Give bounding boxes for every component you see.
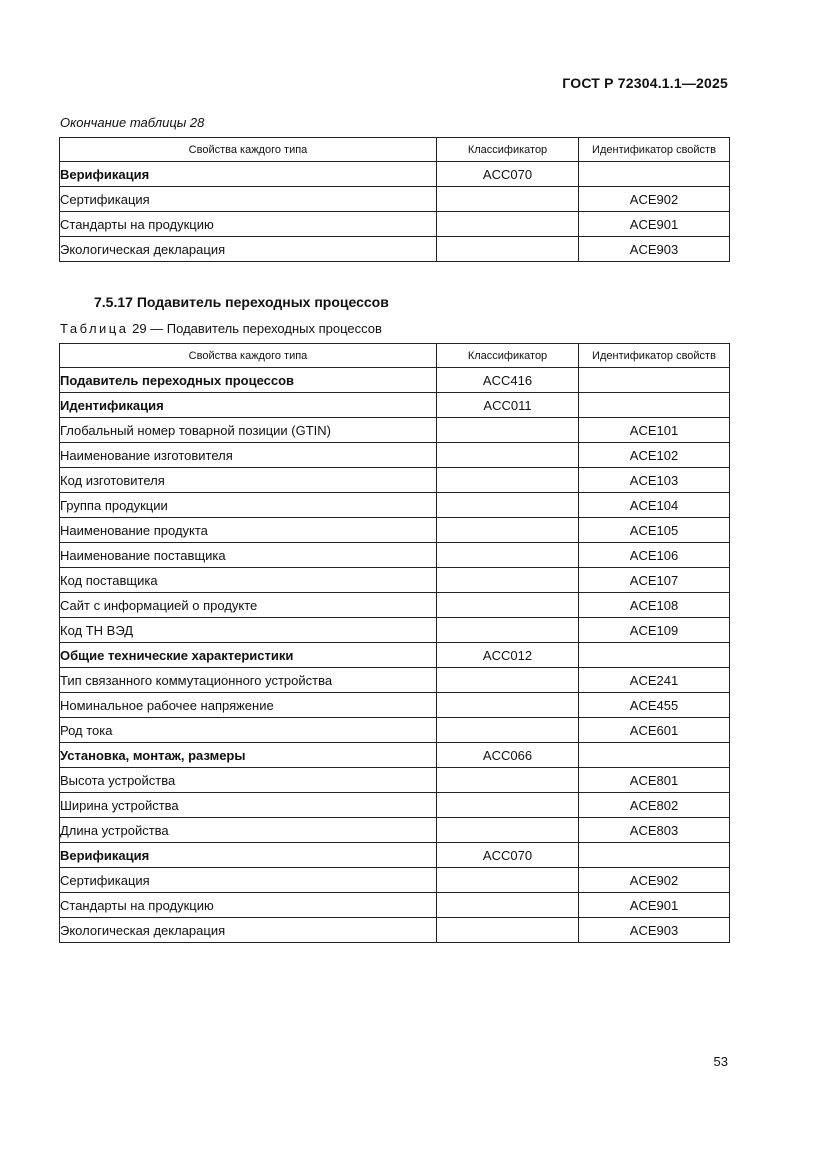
classifier-cell: [437, 543, 579, 568]
identifier-cell: ACE902: [579, 187, 730, 212]
identifier-cell: ACE103: [579, 468, 730, 493]
property-name-cell: Ширина устройства: [60, 793, 437, 818]
classifier-cell: [437, 618, 579, 643]
identifier-cell: ACE107: [579, 568, 730, 593]
identifier-cell: ACE109: [579, 618, 730, 643]
table-row: [60, 743, 730, 768]
column-header-classifier: Классификатор: [437, 138, 579, 162]
property-name-cell: Номинальное рабочее напряжение: [60, 693, 437, 718]
identifier-cell: ACE903: [579, 918, 730, 943]
classifier-cell: [437, 693, 579, 718]
identifier-cell: ACE455: [579, 693, 730, 718]
identifier-cell: ACE108: [579, 593, 730, 618]
table-row: [60, 237, 730, 262]
table-row: [60, 468, 730, 493]
table-29-caption-text: 29 — Подавитель переходных процессов: [128, 321, 382, 336]
property-name-cell: Экологическая декларация: [60, 237, 437, 262]
table-row: [60, 768, 730, 793]
property-name-cell: Верификация: [60, 843, 437, 868]
property-name-cell: Род тока: [60, 718, 437, 743]
identifier-cell: ACE801: [579, 768, 730, 793]
identifier-cell: ACE802: [579, 793, 730, 818]
classifier-cell: [437, 893, 579, 918]
section-heading: 7.5.17 Подавитель переходных процессов: [94, 294, 389, 310]
identifier-cell: [579, 643, 730, 668]
table-row: [60, 843, 730, 868]
classifier-cell: [437, 443, 579, 468]
identifier-cell: ACE902: [579, 868, 730, 893]
column-header-classifier: Классификатор: [437, 344, 579, 368]
identifier-cell: [579, 368, 730, 393]
classifier-cell: ACC416: [437, 368, 579, 393]
classifier-cell: [437, 418, 579, 443]
table-row: [60, 493, 730, 518]
property-name-cell: Стандарты на продукцию: [60, 212, 437, 237]
classifier-cell: [437, 918, 579, 943]
table-row: [60, 443, 730, 468]
identifier-cell: [579, 743, 730, 768]
classifier-cell: [437, 187, 579, 212]
property-name-cell: Подавитель переходных процессов: [60, 368, 437, 393]
classifier-cell: [437, 493, 579, 518]
column-header-properties: Свойства каждого типа: [60, 344, 437, 368]
property-name-cell: Экологическая декларация: [60, 918, 437, 943]
table-row: [60, 418, 730, 443]
classifier-cell: [437, 793, 579, 818]
table-row: [60, 568, 730, 593]
identifier-cell: ACE241: [579, 668, 730, 693]
property-name-cell: Установка, монтаж, размеры: [60, 743, 437, 768]
table-row: [60, 668, 730, 693]
document-code: ГОСТ Р 72304.1.1—2025: [562, 75, 728, 91]
classifier-cell: [437, 718, 579, 743]
table-row: [60, 618, 730, 643]
identifier-cell: ACE104: [579, 493, 730, 518]
property-name-cell: Верификация: [60, 162, 437, 187]
table-row: [60, 162, 730, 187]
column-header-properties: Свойства каждого типа: [60, 138, 437, 162]
table-29: [59, 343, 730, 943]
property-name-cell: Наименование продукта: [60, 518, 437, 543]
classifier-cell: [437, 768, 579, 793]
table-row: [60, 693, 730, 718]
table-row: [60, 918, 730, 943]
table-row: [60, 868, 730, 893]
identifier-cell: ACE901: [579, 893, 730, 918]
classifier-cell: [437, 668, 579, 693]
identifier-cell: ACE102: [579, 443, 730, 468]
property-name-cell: Стандарты на продукцию: [60, 893, 437, 918]
property-name-cell: Сайт с информацией о продукте: [60, 593, 437, 618]
property-name-cell: Группа продукции: [60, 493, 437, 518]
classifier-cell: [437, 518, 579, 543]
identifier-cell: [579, 843, 730, 868]
classifier-cell: ACC070: [437, 162, 579, 187]
property-name-cell: Наименование изготовителя: [60, 443, 437, 468]
identifier-cell: ACE105: [579, 518, 730, 543]
property-name-cell: Тип связанного коммутационного устройства: [60, 668, 437, 693]
identifier-cell: [579, 162, 730, 187]
table-row: [60, 643, 730, 668]
property-name-cell: Сертификация: [60, 868, 437, 893]
table-row: [60, 818, 730, 843]
identifier-cell: ACE901: [579, 212, 730, 237]
classifier-cell: ACC066: [437, 743, 579, 768]
property-name-cell: Длина устройства: [60, 818, 437, 843]
identifier-cell: ACE101: [579, 418, 730, 443]
classifier-cell: ACC070: [437, 843, 579, 868]
classifier-cell: [437, 868, 579, 893]
table-header-row: [60, 138, 730, 162]
property-name-cell: Общие технические характеристики: [60, 643, 437, 668]
property-name-cell: Идентификация: [60, 393, 437, 418]
classifier-cell: ACC012: [437, 643, 579, 668]
table-row: [60, 543, 730, 568]
classifier-cell: ACC011: [437, 393, 579, 418]
table-28: [59, 137, 730, 262]
property-name-cell: Наименование поставщика: [60, 543, 437, 568]
identifier-cell: [579, 393, 730, 418]
table-row: [60, 893, 730, 918]
column-header-identifier: Идентификатор свойств: [579, 138, 730, 162]
table-29-caption: [60, 321, 382, 336]
table-row: [60, 518, 730, 543]
page-number: 53: [713, 1054, 728, 1069]
identifier-cell: ACE903: [579, 237, 730, 262]
property-name-cell: Высота устройства: [60, 768, 437, 793]
property-name-cell: Код ТН ВЭД: [60, 618, 437, 643]
classifier-cell: [437, 818, 579, 843]
table-row: [60, 718, 730, 743]
classifier-cell: [437, 237, 579, 262]
column-header-identifier: Идентификатор свойств: [579, 344, 730, 368]
table-row: [60, 593, 730, 618]
property-name-cell: Код изготовителя: [60, 468, 437, 493]
identifier-cell: ACE803: [579, 818, 730, 843]
property-name-cell: Код поставщика: [60, 568, 437, 593]
identifier-cell: ACE601: [579, 718, 730, 743]
table-28-continuation-caption: Окончание таблицы 28: [60, 115, 205, 130]
table-header-row: [60, 344, 730, 368]
classifier-cell: [437, 593, 579, 618]
classifier-cell: [437, 212, 579, 237]
table-row: [60, 793, 730, 818]
identifier-cell: ACE106: [579, 543, 730, 568]
table-row: [60, 393, 730, 418]
classifier-cell: [437, 468, 579, 493]
table-row: [60, 187, 730, 212]
property-name-cell: Сертификация: [60, 187, 437, 212]
table-row: [60, 212, 730, 237]
table-row: [60, 368, 730, 393]
classifier-cell: [437, 568, 579, 593]
property-name-cell: Глобальный номер товарной позиции (GTIN): [60, 418, 437, 443]
table-29-caption-prefix: Таблица: [60, 321, 129, 336]
